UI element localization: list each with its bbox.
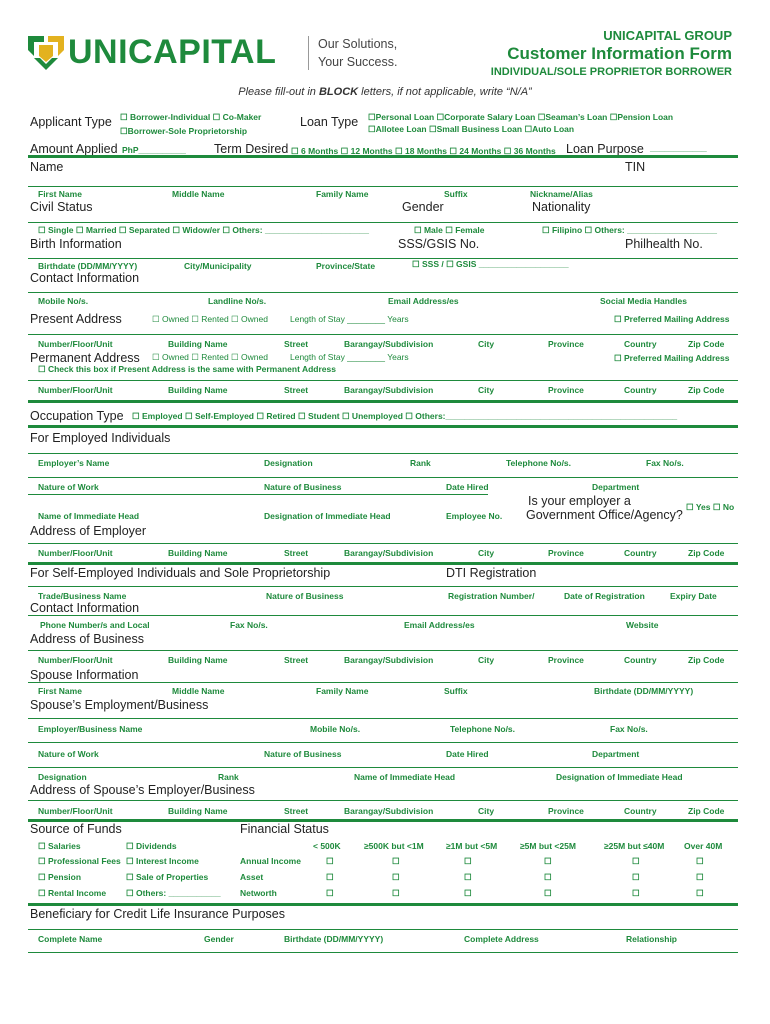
- divider: [28, 615, 738, 616]
- government-options[interactable]: ☐ Yes ☐ No: [686, 502, 735, 512]
- registration-date-field[interactable]: Date of Registration: [564, 591, 645, 601]
- business-building-field[interactable]: Building Name: [168, 655, 228, 665]
- department-field[interactable]: Department: [592, 482, 640, 492]
- spouse-designation-field[interactable]: Designation: [38, 772, 87, 782]
- spouse-telephone-field[interactable]: Telephone No/s.: [450, 724, 516, 734]
- spouse-designation-immediate-head-field[interactable]: Designation of Immediate Head: [556, 772, 683, 782]
- form-subtitle: INDIVIDUAL/SOLE PROPRIETOR BORROWER: [490, 66, 732, 78]
- employed-section-label: For Employed Individuals: [30, 431, 171, 445]
- government-question-1: Is your employer a: [528, 494, 631, 508]
- permanent-street-field[interactable]: Street: [284, 385, 309, 395]
- self-nature-of-business-field[interactable]: Nature of Business: [266, 591, 344, 601]
- networth-checkbox[interactable]: ☐: [632, 888, 640, 898]
- landline-field[interactable]: Landline No/s.: [208, 296, 267, 306]
- present-address-label: Present Address: [30, 312, 122, 326]
- name-label: Name: [30, 160, 64, 174]
- civil-status-label: Civil Status: [30, 200, 93, 214]
- financial-status-label: Financial Status: [240, 822, 329, 836]
- divider: [28, 682, 738, 683]
- networth-checkbox[interactable]: ☐: [544, 888, 552, 898]
- civil-status-options[interactable]: ☐ Single ☐ Married ☐ Separated ☐ Widow/er ☐ Others: ______________________: [38, 225, 369, 235]
- self-employed-section-label: For Self-Employed Individuals and Sole Proprietorship: [30, 566, 331, 580]
- beneficiary-gender-field[interactable]: Gender: [204, 934, 234, 944]
- present-building-field[interactable]: Building Name: [168, 339, 228, 349]
- middle-name-field[interactable]: Middle Name: [172, 189, 225, 199]
- address-of-business-label: Address of Business: [30, 632, 144, 646]
- funds-sale-checkbox[interactable]: ☐ Sale of Properties: [126, 872, 209, 882]
- social-media-field[interactable]: Social Media Handles: [600, 296, 687, 306]
- spouse-building-field[interactable]: Building Name: [168, 806, 228, 816]
- loan-type-options-1[interactable]: ☐Personal Loan ☐Corporate Salary Loan ☐Seaman’s Loan ☐Pension Loan: [368, 112, 674, 122]
- present-barangay-field[interactable]: Barangay/Subdivision: [344, 339, 434, 349]
- divider: [28, 258, 738, 259]
- registration-number-field[interactable]: Registration Number/: [448, 591, 535, 601]
- loan-purpose-field[interactable]: ____________: [650, 143, 707, 153]
- spouse-date-hired-field[interactable]: Date Hired: [446, 749, 489, 759]
- divider: [28, 477, 738, 478]
- business-zip-field[interactable]: Zip Code: [688, 655, 725, 665]
- trade-name-field[interactable]: Trade/Business Name: [38, 591, 127, 601]
- beneficiary-name-field[interactable]: Complete Name: [38, 934, 103, 944]
- spouse-birthdate-field[interactable]: Birthdate (DD/MM/YYYY): [594, 686, 694, 696]
- suffix-field[interactable]: Suffix: [444, 189, 468, 199]
- birth-province-field[interactable]: Province/State: [316, 261, 376, 271]
- divider: [28, 380, 738, 381]
- divider: [28, 929, 738, 930]
- designation-field[interactable]: Designation: [264, 458, 313, 468]
- nationality-options[interactable]: ☐ Filipino ☐ Others: ___________________: [542, 225, 717, 235]
- present-country-field[interactable]: Country: [624, 339, 657, 349]
- beneficiary-label: Beneficiary for Credit Life Insurance Purposes: [30, 907, 285, 921]
- funds-dividends-checkbox[interactable]: ☐ Dividends: [126, 841, 177, 851]
- logo-text: UNICAPITAL: [68, 33, 277, 71]
- expiry-date-field[interactable]: Expiry Date: [670, 591, 717, 601]
- permanent-ownership-options[interactable]: ☐ Owned ☐ Rented ☐ Owned: [152, 352, 268, 362]
- self-phone-field[interactable]: Phone Number/s and Local: [40, 620, 150, 630]
- divider: [28, 586, 738, 587]
- funds-salaries-checkbox[interactable]: ☐ Salaries: [38, 841, 81, 851]
- spouse-employment-label: Spouse’s Employment/Business: [30, 698, 209, 712]
- spouse-barangay-field[interactable]: Barangay/Subdivision: [344, 806, 434, 816]
- self-website-field[interactable]: Website: [626, 620, 659, 630]
- networth-label: Networth: [240, 888, 277, 898]
- asset-checkbox[interactable]: ☐: [392, 872, 400, 882]
- business-province-field[interactable]: Province: [548, 655, 584, 665]
- nature-of-work-field[interactable]: Nature of Work: [38, 482, 99, 492]
- divider: [28, 543, 738, 544]
- nationality-label: Nationality: [532, 200, 591, 214]
- divider: [28, 718, 738, 719]
- funds-pension-checkbox[interactable]: ☐ Pension: [38, 872, 82, 882]
- present-preferred-mailing[interactable]: ☐ Preferred Mailing Address: [614, 314, 730, 324]
- designation-immediate-head-field[interactable]: Designation of Immediate Head: [264, 511, 391, 521]
- instruction: Please fill-out in BLOCK letters, if not applicable, write “N/A”: [238, 86, 532, 98]
- spouse-city-field[interactable]: City: [478, 806, 495, 816]
- permanent-province-field[interactable]: Province: [548, 385, 584, 395]
- networth-checkbox[interactable]: ☐: [464, 888, 472, 898]
- logo-divider: [308, 36, 309, 70]
- fax-field[interactable]: Fax No/s.: [646, 458, 684, 468]
- present-city-field[interactable]: City: [478, 339, 495, 349]
- permanent-country-field[interactable]: Country: [624, 385, 657, 395]
- beneficiary-address-field[interactable]: Complete Address: [464, 934, 539, 944]
- contact-information-label: Contact Information: [30, 271, 140, 285]
- present-length-of-stay[interactable]: Length of Stay ________ Years: [290, 314, 409, 324]
- gender-label: Gender: [402, 200, 444, 214]
- employer-floor-field[interactable]: Number/Floor/Unit: [38, 548, 113, 558]
- employer-zip-field[interactable]: Zip Code: [688, 548, 725, 558]
- col-under-500k: < 500K: [313, 841, 341, 851]
- immediate-head-field[interactable]: Name of Immediate Head: [38, 511, 140, 521]
- spouse-country-field[interactable]: Country: [624, 806, 657, 816]
- spouse-immediate-head-field[interactable]: Name of Immediate Head: [354, 772, 456, 782]
- employer-province-field[interactable]: Province: [548, 548, 584, 558]
- permanent-floor-field[interactable]: Number/Floor/Unit: [38, 385, 113, 395]
- birth-information-label: Birth Information: [30, 237, 122, 251]
- philhealth-label: Philhealth No.: [625, 237, 703, 251]
- funds-professional-fees-checkbox[interactable]: ☐ Professional Fees: [38, 856, 121, 866]
- birthdate-field[interactable]: Birthdate (DD/MM/YYYY): [38, 261, 138, 271]
- beneficiary-birthdate-field[interactable]: Birthdate (DD/MM/YYYY): [284, 934, 384, 944]
- present-ownership-options[interactable]: ☐ Owned ☐ Rented ☐ Owned: [152, 314, 268, 324]
- amount-applied-label: Amount Applied: [30, 142, 118, 156]
- telephone-field[interactable]: Telephone No/s.: [506, 458, 572, 468]
- government-question-2: Government Office/Agency?: [526, 508, 683, 522]
- income-checkbox[interactable]: ☐: [464, 856, 472, 866]
- sss-gsis-options[interactable]: ☐ SSS / ☐ GSIS ___________________: [412, 259, 569, 269]
- funds-interest-checkbox[interactable]: ☐ Interest Income: [126, 856, 199, 866]
- loan-purpose-label: Loan Purpose: [566, 142, 644, 156]
- divider: [28, 155, 738, 158]
- employer-building-field[interactable]: Building Name: [168, 548, 228, 558]
- present-province-field[interactable]: Province: [548, 339, 584, 349]
- sss-gsis-label: SSS/GSIS No.: [398, 237, 480, 251]
- mobile-field[interactable]: Mobile No/s.: [38, 296, 89, 306]
- loan-type-options-2[interactable]: ☐Allotee Loan ☐Small Business Loan ☐Auto Loan: [368, 124, 575, 134]
- spouse-information-label: Spouse Information: [30, 668, 139, 682]
- employer-street-field[interactable]: Street: [284, 548, 309, 558]
- spouse-zip-field[interactable]: Zip Code: [688, 806, 725, 816]
- divider: [28, 819, 738, 822]
- tin-label: TIN: [625, 160, 646, 174]
- asset-label: Asset: [240, 872, 264, 882]
- networth-checkbox[interactable]: ☐: [392, 888, 400, 898]
- applicant-type-label: Applicant Type: [30, 115, 112, 129]
- divider: [28, 742, 738, 743]
- rank-field[interactable]: Rank: [410, 458, 431, 468]
- business-barangay-field[interactable]: Barangay/Subdivision: [344, 655, 434, 665]
- col-25m-40m: ≥25M but ≤40M: [604, 841, 665, 851]
- divider: [28, 292, 738, 293]
- asset-checkbox[interactable]: ☐: [464, 872, 472, 882]
- income-checkbox[interactable]: ☐: [392, 856, 400, 866]
- divider: [28, 800, 738, 801]
- loan-type-label: Loan Type: [300, 115, 359, 129]
- logo-shield-icon: [26, 34, 66, 72]
- spouse-suffix-field[interactable]: Suffix: [444, 686, 468, 696]
- networth-checkbox[interactable]: ☐: [696, 888, 704, 898]
- asset-checkbox[interactable]: ☐: [326, 872, 334, 882]
- present-floor-field[interactable]: Number/Floor/Unit: [38, 339, 113, 349]
- divider: [28, 453, 738, 454]
- permanent-address-label: Permanent Address: [30, 351, 140, 365]
- business-city-field[interactable]: City: [478, 655, 495, 665]
- beneficiary-relationship-field[interactable]: Relationship: [626, 934, 678, 944]
- self-contact-label: Contact Information: [30, 601, 140, 615]
- self-fax-field[interactable]: Fax No/s.: [230, 620, 268, 630]
- permanent-building-field[interactable]: Building Name: [168, 385, 228, 395]
- permanent-preferred-mailing[interactable]: ☐ Preferred Mailing Address: [614, 353, 730, 363]
- spouse-first-name-field[interactable]: First Name: [38, 686, 82, 696]
- employer-barangay-field[interactable]: Barangay/Subdivision: [344, 548, 434, 558]
- business-country-field[interactable]: Country: [624, 655, 657, 665]
- spouse-family-name-field[interactable]: Family Name: [316, 686, 369, 696]
- spouse-floor-field[interactable]: Number/Floor/Unit: [38, 806, 113, 816]
- occupation-type-options[interactable]: ☐ Employed ☐ Self-Employed ☐ Retired ☐ Student ☐ Unemployed ☐ Others:_________________________________________________: [132, 411, 678, 421]
- first-name-field[interactable]: First Name: [38, 189, 82, 199]
- form-title: Customer Information Form: [507, 44, 732, 63]
- spouse-mobile-field[interactable]: Mobile No/s.: [310, 724, 361, 734]
- income-checkbox[interactable]: ☐: [544, 856, 552, 866]
- divider: [28, 650, 738, 651]
- business-street-field[interactable]: Street: [284, 655, 309, 665]
- asset-checkbox[interactable]: ☐: [632, 872, 640, 882]
- col-1m-5m: ≥1M but <5M: [446, 841, 498, 851]
- employee-no-field[interactable]: Employee No.: [446, 511, 503, 521]
- divider: [28, 400, 738, 403]
- group-name: UNICAPITAL GROUP: [603, 28, 732, 43]
- funds-rental-checkbox[interactable]: ☐ Rental Income: [38, 888, 107, 898]
- col-over-40m: Over 40M: [684, 841, 723, 851]
- funds-others-checkbox[interactable]: ☐ Others: ___________: [126, 888, 221, 898]
- present-street-field[interactable]: Street: [284, 339, 309, 349]
- spouse-nature-of-work-field[interactable]: Nature of Work: [38, 749, 99, 759]
- col-500k-1m: ≥500K but <1M: [364, 841, 424, 851]
- spouse-department-field[interactable]: Department: [592, 749, 640, 759]
- date-hired-field[interactable]: Date Hired: [446, 482, 489, 492]
- spouse-employer-field[interactable]: Employer/Business Name: [38, 724, 143, 734]
- permanent-city-field[interactable]: City: [478, 385, 495, 395]
- annual-income-label: Annual Income: [240, 856, 301, 866]
- employer-name-field[interactable]: Employer’s Name: [38, 458, 110, 468]
- applicant-type-options-2[interactable]: ☐Borrower-Sole Proprietorship: [120, 126, 248, 136]
- applicant-type-options-1[interactable]: ☐ Borrower-Individual ☐ Co-Maker: [120, 112, 262, 122]
- divider: [28, 767, 738, 768]
- spouse-province-field[interactable]: Province: [548, 806, 584, 816]
- occupation-type-label: Occupation Type: [30, 409, 124, 423]
- income-checkbox[interactable]: ☐: [326, 856, 334, 866]
- term-desired-label: Term Desired: [214, 142, 289, 156]
- email-field[interactable]: Email Address/es: [388, 296, 459, 306]
- employer-city-field[interactable]: City: [478, 548, 495, 558]
- divider: [28, 494, 488, 495]
- business-floor-field[interactable]: Number/Floor/Unit: [38, 655, 113, 665]
- divider: [28, 334, 738, 335]
- income-checkbox[interactable]: ☐: [632, 856, 640, 866]
- divider: [28, 222, 738, 223]
- networth-checkbox[interactable]: ☐: [326, 888, 334, 898]
- asset-checkbox[interactable]: ☐: [696, 872, 704, 882]
- employer-country-field[interactable]: Country: [624, 548, 657, 558]
- present-zip-field[interactable]: Zip Code: [688, 339, 725, 349]
- permanent-barangay-field[interactable]: Barangay/Subdivision: [344, 385, 434, 395]
- spouse-rank-field[interactable]: Rank: [218, 772, 239, 782]
- asset-checkbox[interactable]: ☐: [544, 872, 552, 882]
- same-address-checkbox[interactable]: ☐ Check this box if Present Address is the same with Permanent Address: [38, 364, 336, 374]
- amount-applied-field[interactable]: PhP__________: [122, 145, 186, 155]
- divider: [28, 186, 738, 187]
- income-checkbox[interactable]: ☐: [696, 856, 704, 866]
- birth-city-field[interactable]: City/Municipality: [184, 261, 252, 271]
- spouse-street-field[interactable]: Street: [284, 806, 309, 816]
- spouse-nature-of-business-field[interactable]: Nature of Business: [264, 749, 342, 759]
- divider: [28, 425, 738, 428]
- family-name-field[interactable]: Family Name: [316, 189, 369, 199]
- spouse-middle-name-field[interactable]: Middle Name: [172, 686, 225, 696]
- address-of-employer-label: Address of Employer: [30, 524, 147, 538]
- spouse-fax-field[interactable]: Fax No/s.: [610, 724, 648, 734]
- source-of-funds-label: Source of Funds: [30, 822, 122, 836]
- nature-of-business-field[interactable]: Nature of Business: [264, 482, 342, 492]
- permanent-zip-field[interactable]: Zip Code: [688, 385, 725, 395]
- divider: [28, 903, 738, 906]
- spouse-address-label: Address of Spouse’s Employer/Business: [30, 783, 255, 797]
- tagline-line2: Your Success.: [318, 55, 398, 69]
- dti-registration-label: DTI Registration: [446, 566, 537, 580]
- divider: [28, 562, 738, 565]
- gender-options[interactable]: ☐ Male ☐ Female: [414, 225, 485, 235]
- tagline-line1: Our Solutions,: [318, 37, 398, 51]
- self-email-field[interactable]: Email Address/es: [404, 620, 475, 630]
- permanent-length-of-stay[interactable]: Length of Stay ________ Years: [290, 352, 409, 362]
- nickname-field[interactable]: Nickname/Alias: [530, 189, 593, 199]
- term-desired-options[interactable]: ☐ 6 Months ☐ 12 Months ☐ 18 Months ☐ 24 Months ☐ 36 Months: [291, 146, 556, 156]
- col-5m-25m: ≥5M but <25M: [520, 841, 576, 851]
- divider: [28, 952, 738, 953]
